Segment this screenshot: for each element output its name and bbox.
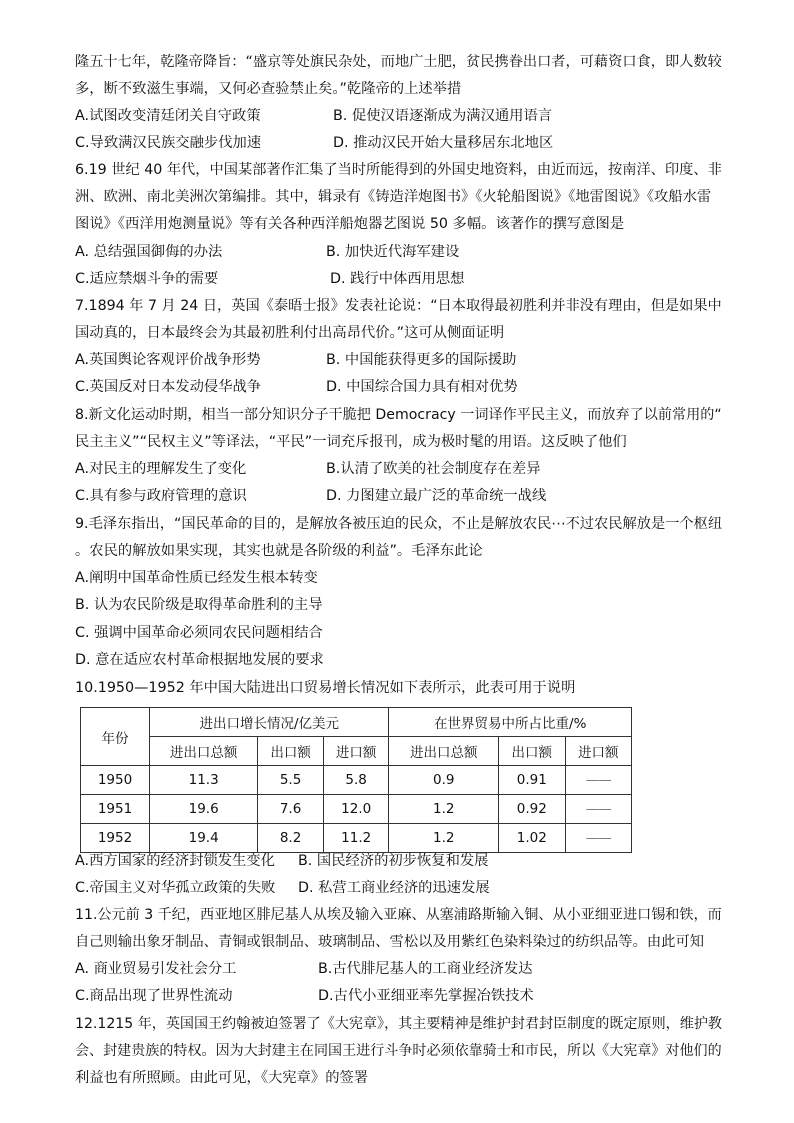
table-cell: 1.2	[389, 824, 499, 853]
table-cell: 1950	[81, 766, 150, 795]
q7-option-d[interactable]: D. 中国综合国力具有相对优势	[326, 379, 518, 395]
q6-option-c[interactable]: C.适应禁烟斗争的需要	[75, 271, 219, 287]
q7-option-b[interactable]: B. 中国能获得更多的国际援助	[326, 352, 517, 368]
trade-growth-table	[80, 707, 632, 853]
trade-growth-header: 进出口增长情况/亿美元	[150, 708, 389, 737]
q10-option-c[interactable]: C.帝国主义对华孤立政策的失败	[75, 880, 276, 896]
q6-option-b[interactable]: B. 加快近代海军建设	[326, 244, 460, 260]
q7-option-c[interactable]: C.英国反对日本发动侵华战争	[75, 379, 262, 395]
q9-option-a[interactable]: A.阐明中国革命性质已经发生根本转变	[75, 570, 318, 586]
q7-stem-line-1: 7.1894 年 7 月 24 日，英国《泰晤士报》发表社论说：“日本取得最初胜利并非没有理由，但是如果中	[75, 298, 722, 314]
table-cell: 12.0	[323, 795, 389, 824]
table-cell: 1952	[81, 824, 150, 853]
q9-option-c[interactable]: C. 强调中国革命必须同农民问题相结合	[75, 625, 323, 641]
table-cell: 1.02	[499, 824, 565, 853]
table-row	[81, 795, 632, 824]
q10-option-d[interactable]: D. 私营工商业经济的迅速发展	[298, 880, 490, 896]
q6-stem-line-1: 6.19 世纪 40 年代，中国某部著作汇集了当时所能得到的外国史地资料，由近而远，按南洋、印度、非	[75, 162, 722, 178]
table-cell: 19.6	[150, 795, 258, 824]
table-subheader-row	[81, 737, 632, 766]
q9-stem-line-2: 。农民的解放如果实现，其实也就是各阶级的利益”。毛泽东此论	[75, 543, 483, 559]
q5-stem-line-1: 隆五十七年，乾隆帝降旨：“盛京等处旗民杂处，而地广土肥，贫民携眷出口者，可藉资口食，即人数较	[75, 54, 722, 70]
table-cell: 0.91	[499, 766, 565, 795]
q8-option-b[interactable]: B.认清了欧美的社会制度存在差异	[326, 461, 541, 477]
q9-option-d[interactable]: D. 意在适应农村革命根据地发展的要求	[75, 652, 324, 668]
q5-stem-line-2: 多，断不致滋生事端，又何必查验禁止矣。”乾隆帝的上述举措	[75, 81, 462, 97]
q7-option-a[interactable]: A.英国舆论客观评价战争形势	[75, 352, 261, 368]
table-cell: 7.6	[258, 795, 324, 824]
table-cell: 0.92	[499, 795, 565, 824]
q8-stem-line-2: 民主主义”“民权主义”等译法，“平民”一词充斥报刊，成为极时髦的用语。这反映了他们	[75, 434, 627, 450]
q6-stem-line-3: 图说》《西洋用炮测量说》等有关各种西洋船炮器艺图说 50 多幅。该著作的撰写意图是	[75, 216, 625, 232]
table-cell: 1951	[81, 795, 150, 824]
table-cell: ——	[565, 824, 631, 853]
q10-stem-line-1: 10.1950—1952 年中国大陆进出口贸易增长情况如下表所示，此表可用于说明	[75, 680, 576, 696]
q11-stem-line-1: 11.公元前 3 千纪，西亚地区腓尼基人从埃及输入亚麻、从塞浦路斯输入铜、从小亚细亚进口锡和铁，而	[75, 907, 722, 923]
table-cell: ——	[565, 795, 631, 824]
q8-stem-line-1: 8.新文化运动时期，相当一部分知识分子干脆把 Democracy 一词译作平民主义，而放弃了以前常用的“	[75, 407, 722, 423]
q6-option-d[interactable]: D. 践行中体西用思想	[330, 271, 465, 287]
q8-option-c[interactable]: C.具有参与政府管理的意识	[75, 488, 247, 504]
q5-option-c[interactable]: C.导致满汉民族交融步伐加速	[75, 135, 262, 151]
table-cell: ——	[565, 766, 631, 795]
q11-option-b[interactable]: B.古代腓尼基人的工商业经济发达	[318, 961, 533, 977]
subheader-share-total: 进出口总额	[389, 737, 499, 766]
q12-stem-line-3: 利益也有所照顾。由此可见，《大宪章》的签署	[75, 1070, 369, 1086]
subheader-import: 进口额	[323, 737, 389, 766]
q6-option-a[interactable]: A. 总结强国御侮的办法	[75, 244, 223, 260]
table-cell: 8.2	[258, 824, 324, 853]
table-header-row	[81, 708, 632, 737]
q7-stem-line-2: 国动真的，日本最终会为其最初胜利付出高昂代价。”这可从侧面证明	[75, 325, 505, 341]
q5-option-d[interactable]: D. 推动汉民开始大量移居东北地区	[333, 135, 554, 151]
world-share-header: 在世界贸易中所占比重/%	[389, 708, 632, 737]
table-cell: 1.2	[389, 795, 499, 824]
q11-option-a[interactable]: A. 商业贸易引发社会分工	[75, 961, 237, 977]
table-cell: 19.4	[150, 824, 258, 853]
q10-option-a[interactable]: A.西方国家的经济封锁发生变化	[75, 853, 275, 869]
q9-stem-line-1: 9.毛泽东指出，“国民革命的目的，是解放各被压迫的民众，不止是解放农民⋯不过农民解放是一个枢纽	[75, 516, 723, 532]
q8-option-d[interactable]: D. 力图建立最广泛的革命统一战线	[326, 488, 547, 504]
q6-stem-line-2: 洲、欧洲、南北美洲次第编排。其中，辑录有《铸造洋炮图书》《火轮船图说》《地雷图说》《攻船水雷	[75, 189, 712, 205]
table-cell: 5.8	[323, 766, 389, 795]
table-row	[81, 824, 632, 853]
table-cell: 0.9	[389, 766, 499, 795]
q8-option-a[interactable]: A.对民主的理解发生了变化	[75, 461, 247, 477]
table-cell: 11.2	[323, 824, 389, 853]
year-header: 年份	[81, 708, 150, 766]
subheader-share-import: 进口额	[565, 737, 631, 766]
q10-option-b[interactable]: B. 国民经济的初步恢复和发展	[298, 853, 489, 869]
table-cell: 11.3	[150, 766, 258, 795]
q11-option-d[interactable]: D.古代小亚细亚率先掌握冶铁技术	[318, 988, 534, 1004]
table-cell: 5.5	[258, 766, 324, 795]
q11-stem-line-2: 自己则输出象牙制品、青铜或银制品、玻璃制品、雪松以及用紫红色染料染过的纺织品等。由此可知	[75, 934, 705, 950]
q11-option-c[interactable]: C.商品出现了世界性流动	[75, 988, 233, 1004]
q9-option-b[interactable]: B. 认为农民阶级是取得革命胜利的主导	[75, 597, 323, 613]
q5-option-b[interactable]: B. 促使汉语逐渐成为满汉通用语言	[333, 108, 553, 124]
subheader-total: 进出口总额	[150, 737, 258, 766]
subheader-export: 出口额	[258, 737, 324, 766]
table-row	[81, 766, 632, 795]
subheader-share-export: 出口额	[499, 737, 565, 766]
q12-stem-line-2: 会、封建贵族的特权。因为大封建主在同国王进行斗争时必须依靠骑士和市民，所以《大宪章》对他们的	[75, 1043, 722, 1059]
q12-stem-line-1: 12.1215 年，英国国王约翰被迫签署了《大宪章》，其主要精神是维护封君封臣制度的既定原则，维护教	[75, 1016, 722, 1032]
q5-option-a[interactable]: A.试图改变清廷闭关自守政策	[75, 108, 261, 124]
